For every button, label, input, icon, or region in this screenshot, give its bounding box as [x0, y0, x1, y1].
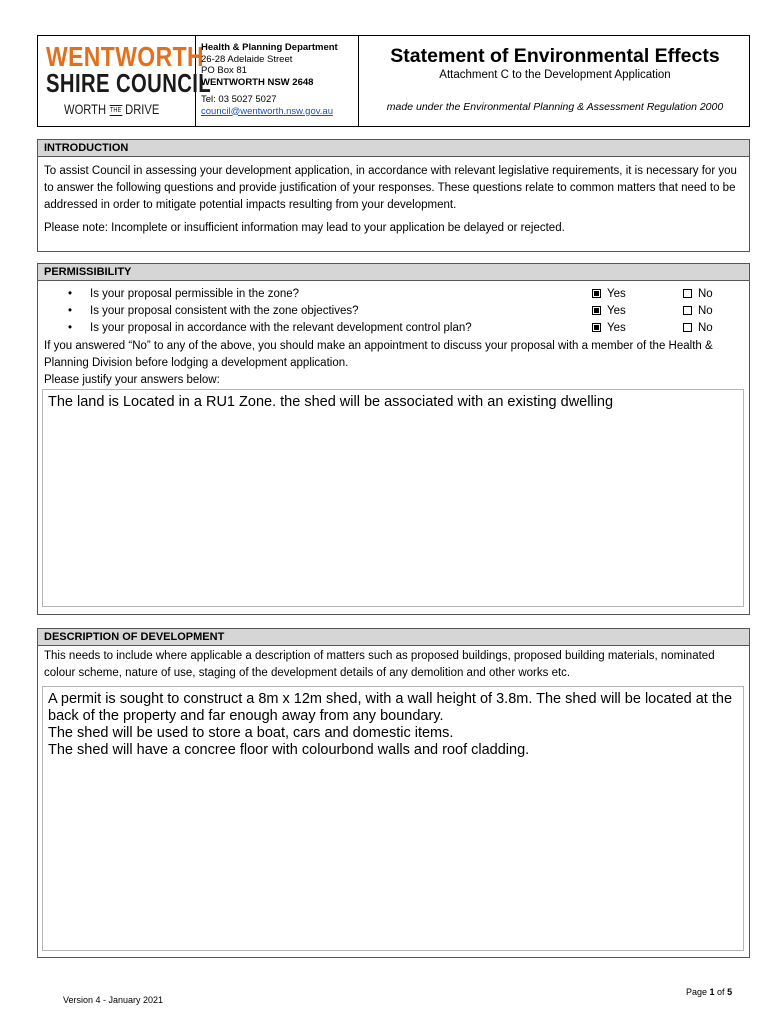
no-label: No: [698, 305, 713, 317]
yes-label: Yes: [607, 288, 626, 300]
logo-tagline: [64, 101, 159, 117]
justification-field[interactable]: [42, 389, 744, 607]
no-checkbox[interactable]: [683, 289, 692, 298]
permissibility-note: If you answered “No” to any of the above, you should make an appointment to discuss your proposal with a member of the Health & Planning Division before lodging a development application.: [44, 340, 713, 369]
question-text: Is your proposal permissible in the zone?: [90, 288, 300, 300]
no-checkbox[interactable]: [683, 323, 692, 332]
description-section: [37, 628, 750, 958]
description-heading: DESCRIPTION OF DEVELOPMENT: [38, 629, 749, 646]
question-row: [38, 320, 751, 337]
no-label: No: [698, 322, 713, 334]
permissibility-section: [37, 263, 750, 615]
question-text: Is your proposal in accordance with the relevant development control plan?: [90, 322, 472, 334]
page-prefix: Page: [686, 987, 710, 997]
yes-checkbox[interactable]: [592, 306, 601, 315]
description-instructions: This needs to include where applicable a description of matters such as proposed buildings, proposed building materials, nominated colour scheme, nature of use, staging of the development details of any demolition and other works etc.: [44, 650, 715, 679]
page-of: of: [714, 987, 728, 997]
justify-label: Please justify your answers below:: [44, 374, 220, 386]
question-row: [38, 286, 751, 303]
justification-text: The land is Located in a RU1 Zone. the shed will be associated with an existing dwelling: [48, 394, 614, 410]
no-option[interactable]: [683, 286, 713, 303]
department-po-box: PO Box 81: [201, 65, 247, 76]
page-number: [686, 987, 732, 997]
version-label: Version 4 - January 2021: [63, 995, 164, 1005]
bullet: •: [68, 288, 73, 300]
bullet: •: [68, 305, 73, 317]
yes-option[interactable]: [592, 303, 626, 320]
logo-wentworth: WENTWORTH: [46, 41, 205, 72]
description-field[interactable]: [42, 686, 744, 951]
permissibility-heading: PERMISSIBILITY: [38, 264, 749, 281]
page-total: 5: [727, 987, 733, 997]
tagline-right: DRIVE: [125, 101, 160, 117]
page-title: Statement of Environmental Effects: [390, 45, 720, 67]
tagline-mid: THE: [110, 106, 122, 114]
question-row: [38, 303, 751, 320]
yes-option[interactable]: [592, 320, 626, 337]
page-current: 1: [709, 987, 715, 997]
description-text: A permit is sought to construct a 8m x 12m shed, with a wall height of 3.8m. The shed will be located at the back of the property and far enough away from any boundary. The shed will be used to store a boat, cars and domestic items. The shed will have a concree floor with colourbond walls and roof cladding.: [48, 691, 733, 758]
introduction-note: Please note: Incomplete or insufficient information may lead to your application be delayed or rejected.: [44, 222, 565, 234]
department-name: Health & Planning Department: [201, 42, 338, 53]
question-text: Is your proposal consistent with the zone objectives?: [90, 305, 359, 317]
department-tel: Tel: 03 5027 5027: [201, 94, 277, 105]
bullet: •: [68, 322, 73, 334]
introduction-heading: INTRODUCTION: [38, 140, 749, 157]
department-street: 26-28 Adelaide Street: [201, 53, 293, 65]
page-subtitle: Attachment C to the Development Application: [439, 69, 671, 81]
yes-option[interactable]: [592, 286, 626, 303]
department-town: WENTWORTH NSW 2648: [201, 76, 314, 88]
introduction-section: [37, 139, 750, 252]
yes-checkbox[interactable]: [592, 289, 601, 298]
yes-checkbox[interactable]: [592, 323, 601, 332]
header-divider: [358, 36, 359, 126]
no-option[interactable]: [683, 320, 713, 337]
introduction-text: To assist Council in assessing your development application, in accordance with relevant legislative requirements, it is necessary for you to answer the following questions and provide justification of your responses. These questions relate to common matters that need to be addressed in order to mitigate potential impacts resulting from your development.: [44, 165, 737, 211]
tagline-left: WORTH: [64, 101, 107, 117]
yes-label: Yes: [607, 305, 626, 317]
department-email-link[interactable]: council@wentworth.nsw.gov.au: [201, 105, 333, 117]
regulation-note: made under the Environmental Planning & Assessment Regulation 2000: [386, 101, 724, 113]
no-option[interactable]: [683, 303, 713, 320]
no-label: No: [698, 288, 713, 300]
logo-shire-council: SHIRE COUNCIL: [46, 68, 212, 98]
no-checkbox[interactable]: [683, 306, 692, 315]
yes-label: Yes: [607, 322, 626, 334]
department-address: [201, 42, 338, 117]
